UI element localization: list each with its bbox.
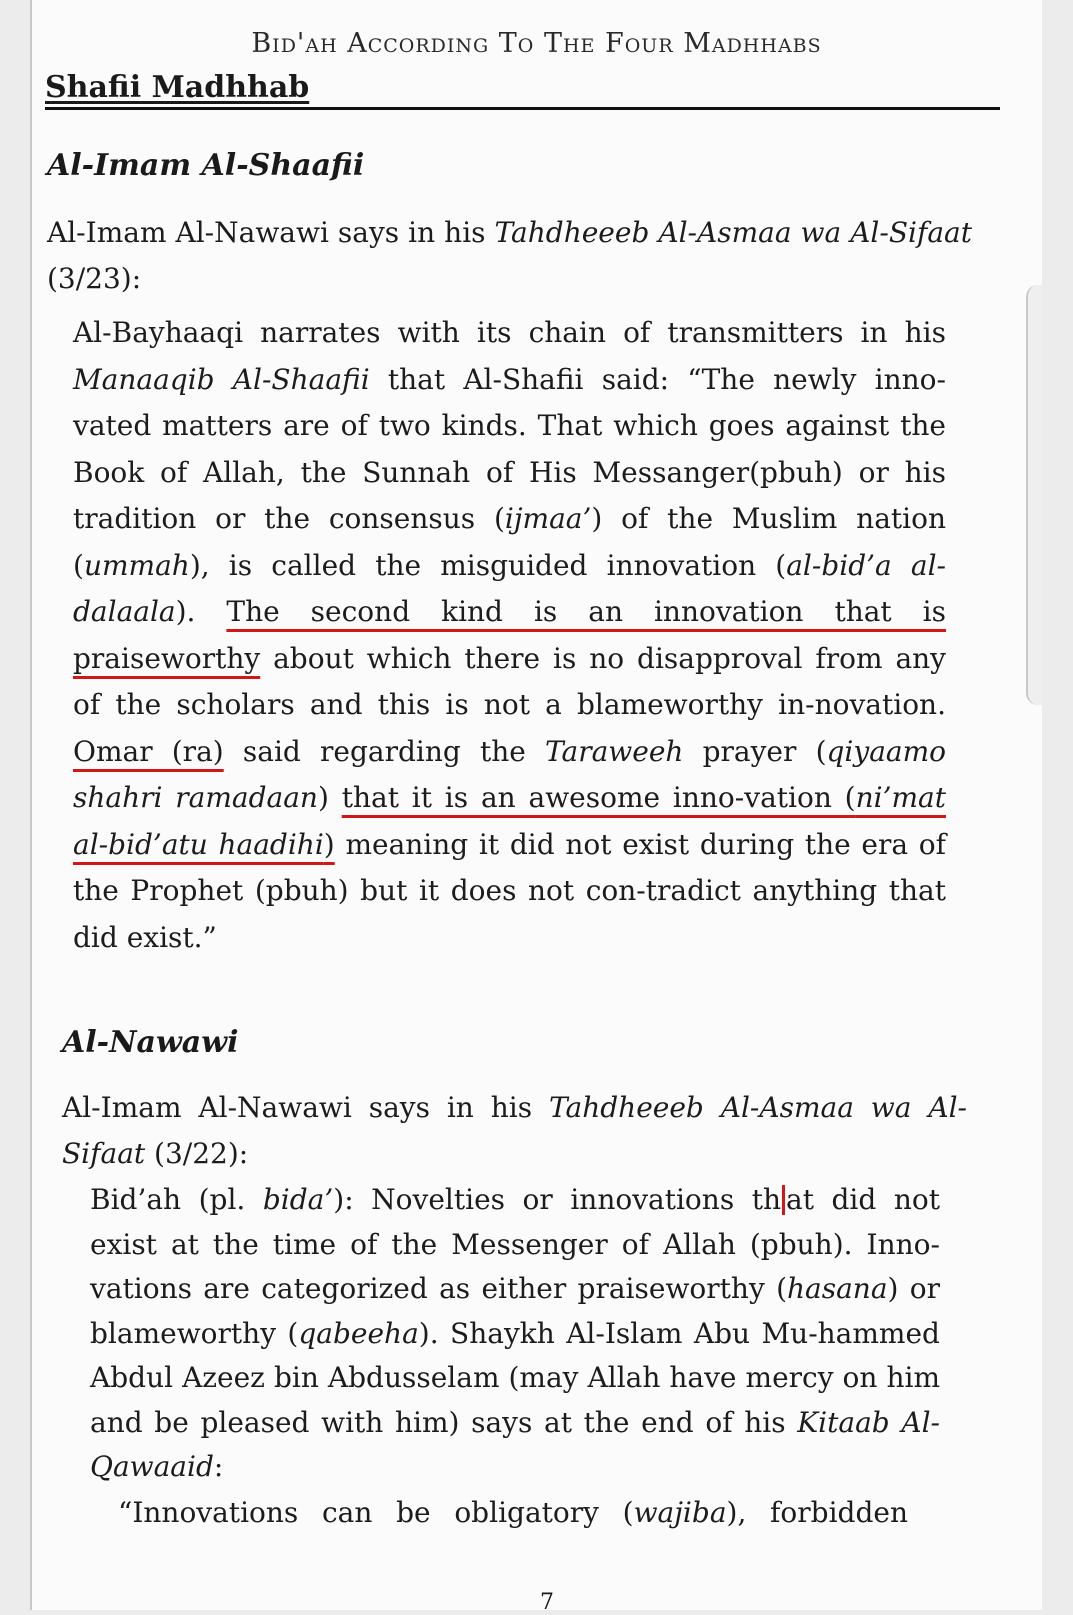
quote-text: ) — [317, 781, 342, 814]
quote-text: that Al-Shafii said: “The newly inno-vated matters are of two kinds. That which goes against the Book of Allah, the Sunnah of His Messanger(pbuh) or his tradition or the consensus ( — [73, 362, 946, 535]
quote-book-title: Kitaab Al-Qawaaid — [90, 1405, 940, 1483]
quote-text: ) of the Muslim nation ( — [73, 502, 946, 582]
intro-paragraph-2 — [62, 1085, 967, 1177]
quote-term: ni’mat al-bid’atu haadihi — [73, 781, 946, 861]
intro-paragraph-1 — [47, 210, 972, 302]
red-underline-annotation: The second kind is an innovation that is praiseworthy — [73, 595, 946, 675]
intro-text: Al-Imam Al-Nawawi says in his — [47, 216, 495, 249]
quote-text: meaning it did not exist during the era of the Prophet (pbuh) but it does not con-tradict anything that did exist.” — [73, 827, 946, 954]
quote-text: ), forbidden — [726, 1496, 908, 1529]
quote-term: qabeeha — [298, 1316, 419, 1350]
page-edge-shadow — [1026, 285, 1042, 705]
chapter-title-text: Shafii Madhhab — [45, 70, 310, 105]
quote-book-title: Manaaqib Al-Shaafii — [73, 362, 370, 396]
block-quote-shaafii — [73, 310, 946, 961]
quote-text: that it is an awesome inno-vation ( — [341, 781, 856, 814]
intro-ref: (3/22): — [145, 1137, 249, 1170]
quote-term: al-bid’a al-dalaala — [73, 548, 946, 628]
quote-text: ): Novelties or innovations th — [333, 1183, 782, 1216]
page-number: 7 — [540, 1590, 554, 1615]
quote-text: said regarding the — [223, 734, 546, 768]
quote-text: at did not exist at the time of the Messenger of Allah (pbuh). Inno-vations are categorized as either praiseworthy ( — [90, 1183, 940, 1305]
quote-term: Taraweeh — [545, 734, 684, 768]
chapter-title — [45, 70, 1000, 110]
quote-term: ummah — [83, 548, 190, 582]
quote-text: about which there is no disapproval from any of the scholars and this is not a blameworthy in-novation. — [73, 641, 946, 721]
book-title: Tahdheeeb Al-Asmaa wa Al-Sifaat — [62, 1091, 967, 1170]
quote-term: ijmaa’ — [504, 502, 592, 535]
quote-term: wajiba — [633, 1496, 727, 1529]
quote-term: bida’ — [262, 1183, 334, 1216]
quote-text: : — [213, 1450, 224, 1483]
quote-term: qiyaamo shahri ramadaan — [73, 734, 946, 814]
running-head: Bid'ah According To The Four Madhhabs — [251, 28, 822, 59]
text-cursor — [782, 1185, 785, 1215]
quote-text: ) — [323, 827, 335, 861]
quote-term: hasana — [787, 1272, 888, 1305]
red-underline-annotation: Omar (ra) — [73, 734, 224, 768]
quote-text: ). Shaykh Al-Islam Abu Mu-hammed Abdul Azeez bin Abdusselam (may Allah have mercy on him and be pleased with him) says at the end of his — [90, 1316, 940, 1439]
nested-quote — [118, 1490, 908, 1537]
section-heading-nawawi: Al-Nawawi — [62, 1025, 239, 1060]
section-heading-shaafii: Al-Imam Al-Shaafii — [47, 148, 365, 183]
intro-ref: (3/23): — [47, 262, 142, 295]
intro-text: Al-Imam Al-Nawawi says in his — [62, 1091, 550, 1124]
quote-text: Al-Bayhaaqi narrates with its chain of transmitters in his — [73, 316, 946, 349]
quote-text: ). — [175, 595, 227, 628]
quote-text: ) or blameworthy ( — [90, 1272, 940, 1350]
block-quote-nawawi — [90, 1178, 940, 1490]
quote-text: Bid’ah (pl. — [90, 1183, 263, 1216]
book-title: Tahdheeeb Al-Asmaa wa Al-Sifaat — [494, 216, 972, 249]
quote-text: ), is called the misguided innovation ( — [189, 548, 787, 582]
quote-text: “Innovations can be obligatory ( — [118, 1496, 634, 1529]
quote-text: prayer ( — [683, 734, 827, 768]
